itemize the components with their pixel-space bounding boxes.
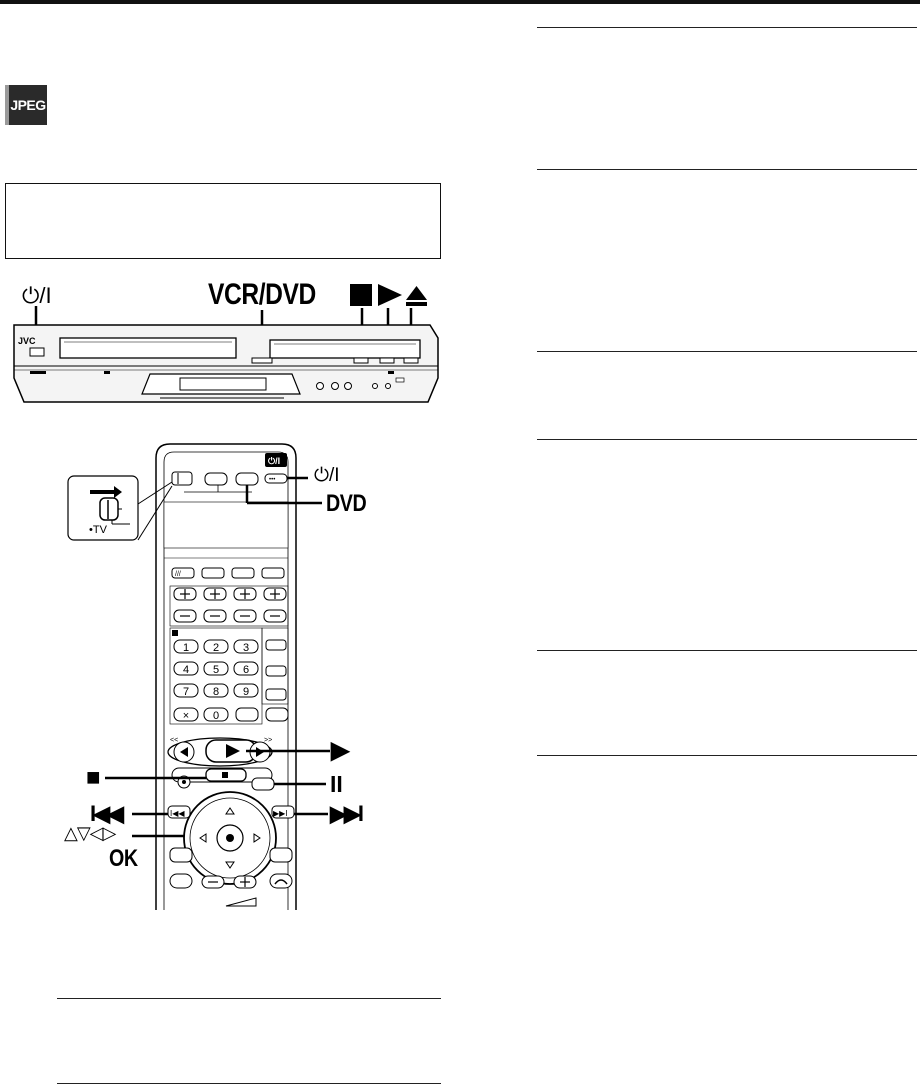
vcr-dvd-label: VCR/DVD	[208, 278, 316, 311]
number-key-6: 6	[242, 664, 250, 676]
jpeg-badge	[5, 85, 47, 125]
skip-back-label: I◀◀	[90, 801, 121, 826]
number-key-5: 5	[212, 664, 220, 676]
svg-text:▶▶I: ▶▶I	[273, 809, 288, 818]
step-rule-2	[537, 169, 917, 170]
power-label: ⏻/I	[22, 283, 52, 308]
step-rule-3	[537, 351, 917, 352]
step-rule-7	[57, 998, 441, 999]
number-key-4: 4	[182, 664, 190, 676]
step-rule-6	[537, 755, 917, 756]
note-box	[5, 183, 441, 259]
svg-text:•••: •••	[269, 477, 276, 483]
number-key-3: 3	[242, 642, 250, 654]
svg-text:>>: >>	[264, 737, 273, 744]
number-key-7: 7	[182, 686, 190, 698]
step-rule-8	[57, 1083, 441, 1084]
brand-logo: JVC	[18, 336, 36, 346]
svg-text:I◀◀: I◀◀	[170, 809, 185, 818]
svg-text:⏻/I: ⏻/I	[268, 456, 281, 466]
ok-label: OK	[109, 845, 138, 872]
step-rule-4	[537, 439, 917, 440]
arrow-keys-label: △▽◁▷	[64, 823, 116, 843]
remote-power-label: ⏻/I	[314, 465, 340, 486]
svg-text:<<: <<	[170, 737, 179, 744]
number-key-2: 2	[212, 642, 220, 654]
pause-label: II	[330, 771, 343, 797]
eject-icon	[406, 286, 427, 300]
jpeg-badge-label: JPEG	[10, 97, 46, 113]
remote-switch-label: •TV	[89, 524, 107, 536]
step-rule-1	[537, 27, 917, 28]
svg-text:///: ///	[175, 571, 181, 578]
stop-label: ■	[86, 764, 101, 791]
number-key-1: 1	[182, 642, 190, 654]
number-key-0: 0	[212, 710, 220, 722]
play-icon	[378, 284, 402, 306]
stop-icon	[350, 284, 372, 306]
svg-text:×: ×	[182, 710, 190, 722]
number-key-9: 9	[242, 686, 250, 698]
vcr-dvd-recorder	[0, 278, 445, 418]
skip-fwd-label: ▶▶I	[330, 801, 361, 826]
play-label: ▶	[331, 737, 350, 764]
step-rule-5	[537, 650, 917, 651]
number-key-8: 8	[212, 686, 220, 698]
dvd-label: DVD	[326, 490, 367, 517]
top-rule	[0, 0, 920, 4]
